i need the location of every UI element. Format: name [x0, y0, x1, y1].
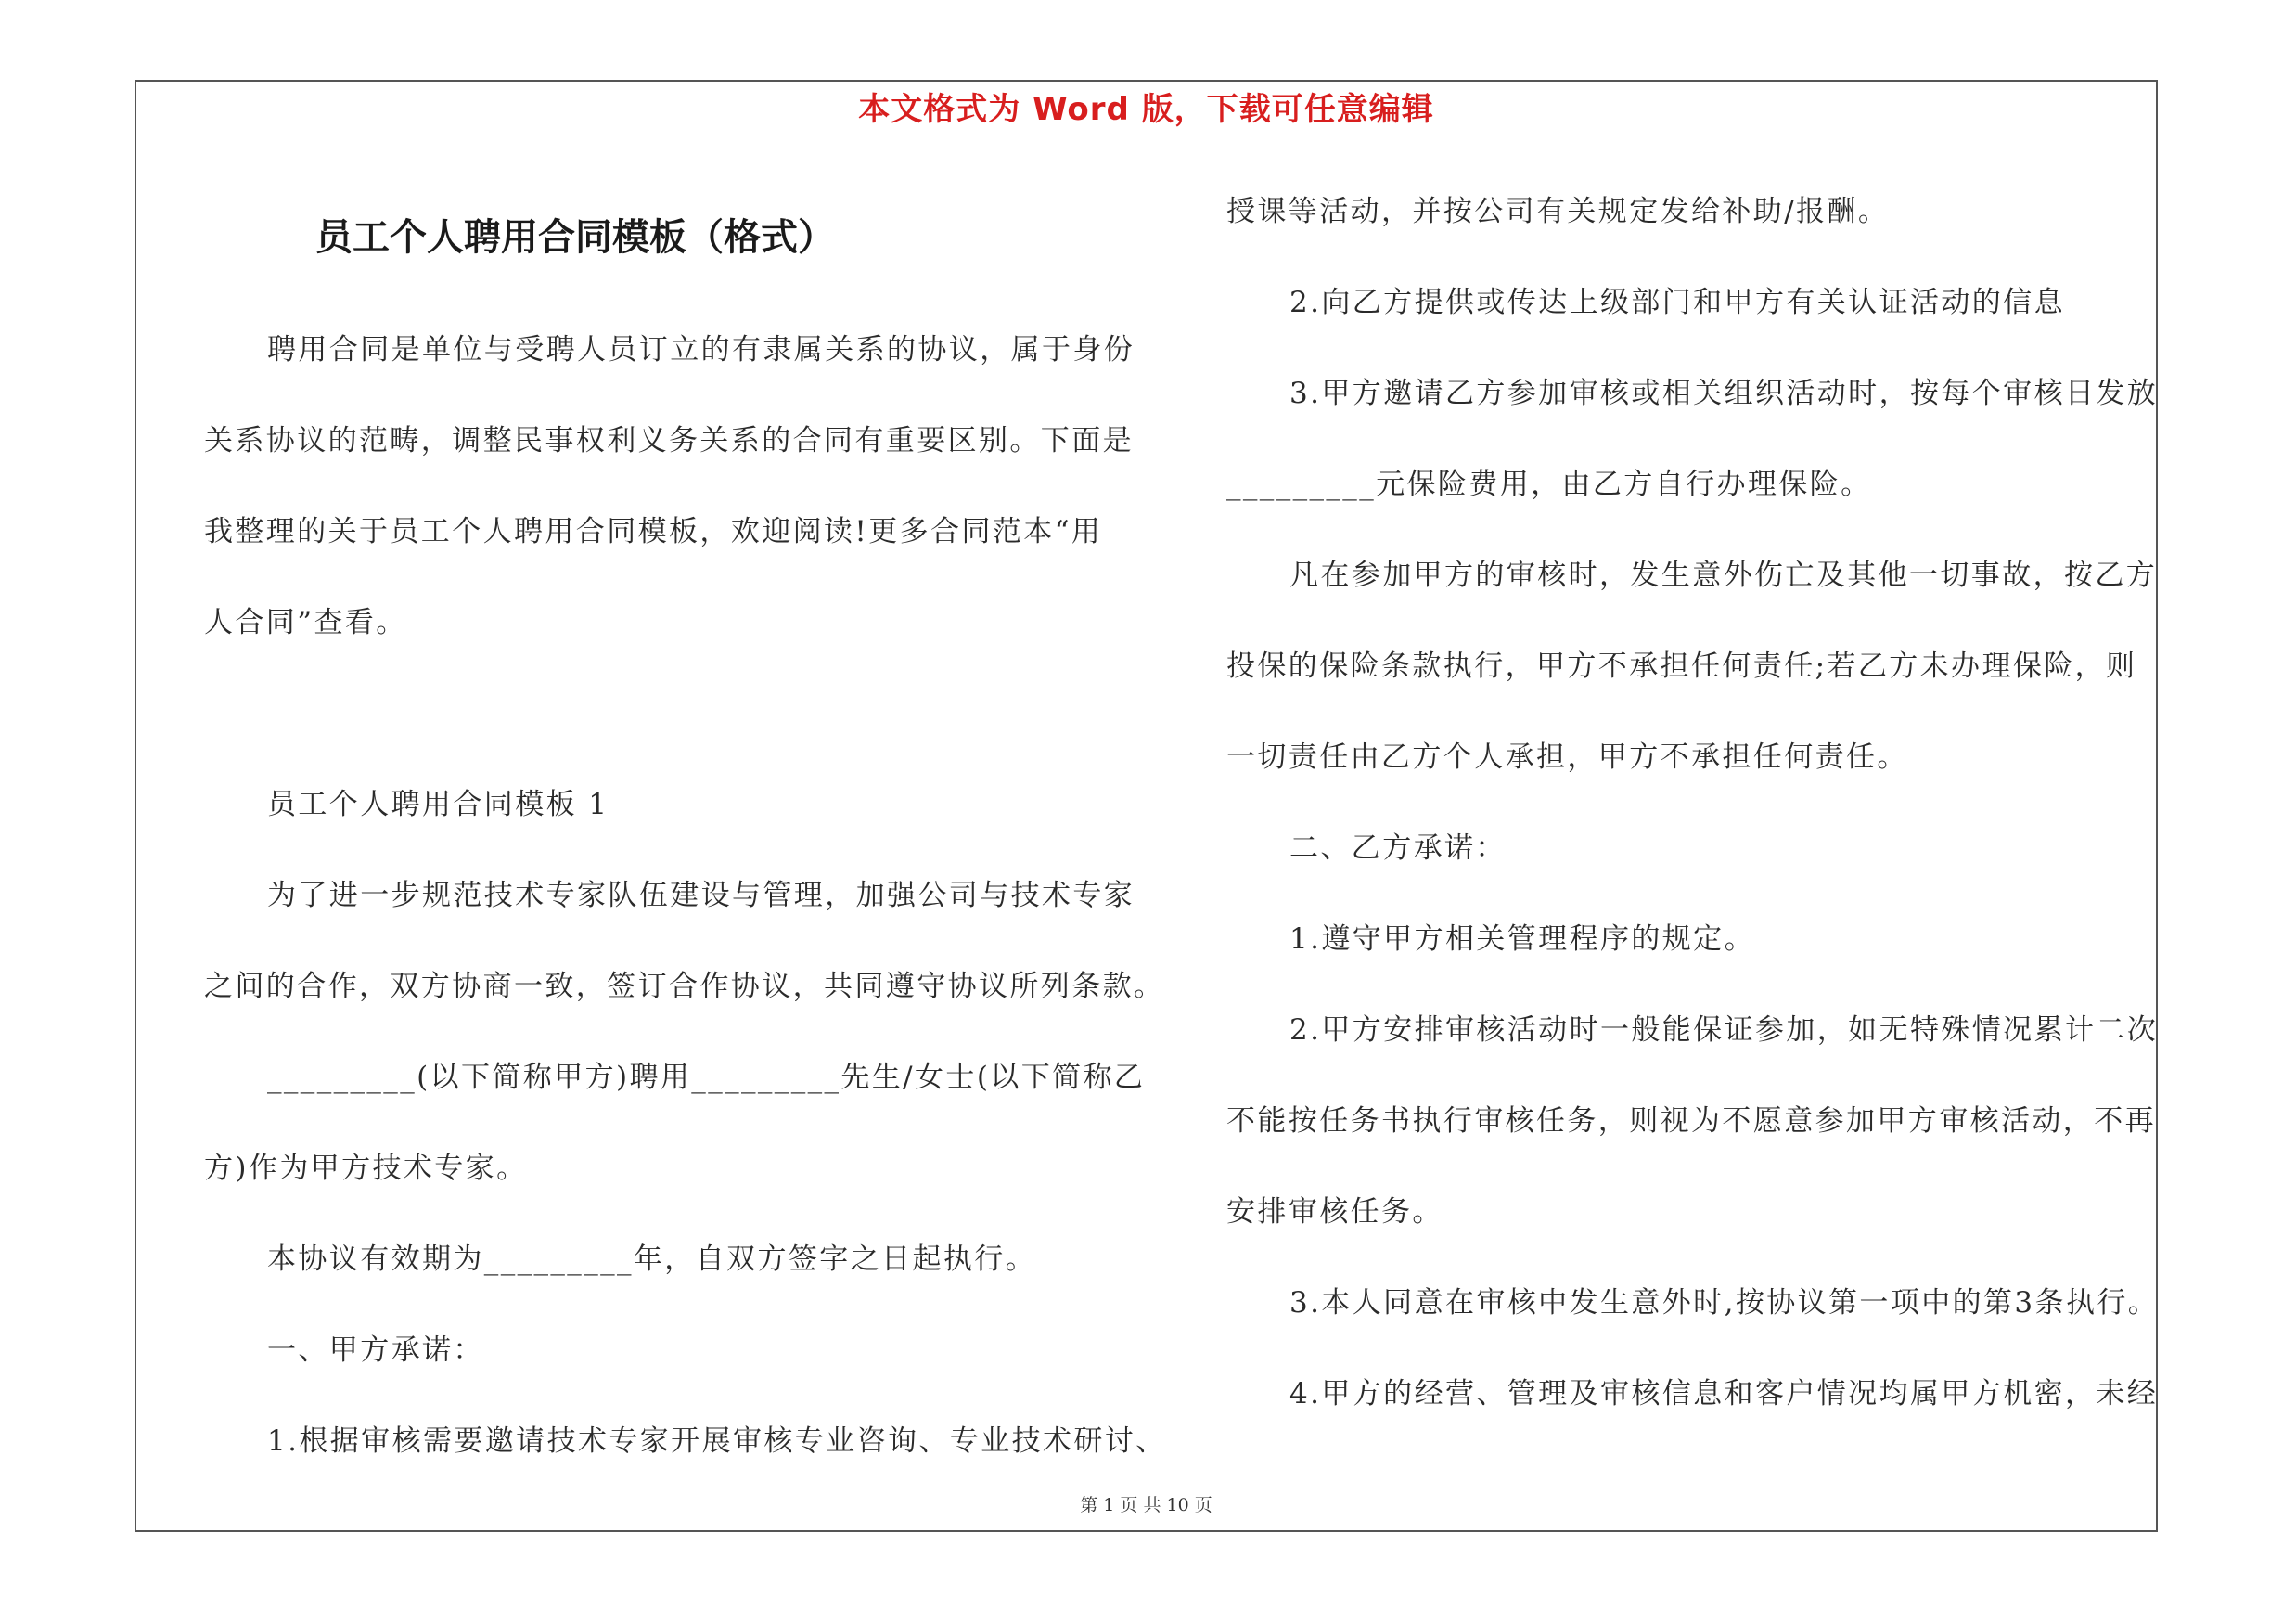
paragraph-line: 凡在参加甲方的审核时，发生意外伤亡及其他一切事故，按乙方 — [1289, 559, 2158, 592]
paragraph-line: 2.向乙方提供或传达上级部门和甲方有关认证活动的信息 — [1289, 286, 2065, 319]
page-number: 第 1 页 共 10 页 — [1080, 1495, 1212, 1515]
paragraph-line: 人合同”查看。 — [204, 606, 407, 639]
paragraph-line: _________(以下简称甲方)聘用_________先生/女士(以下简称乙 — [267, 1061, 1146, 1094]
section-heading: 员工个人聘用合同模板 1 — [267, 788, 609, 821]
paragraph-line: 一切责任由乙方个人承担，甲方不承担任何责任。 — [1226, 741, 1908, 774]
paragraph-line: 方)作为甲方技术专家。 — [204, 1152, 528, 1185]
paragraph-line: 1.遵守甲方相关管理程序的规定。 — [1289, 922, 1755, 956]
paragraph-line: 3.本人同意在审核中发生意外时,按协议第一项中的第3条执行。 — [1289, 1286, 2160, 1320]
paragraph-line: 之间的合作，双方协商一致，签订合作协议，共同遵守协议所列条款。 — [204, 970, 1165, 1003]
paragraph-line: 安排审核任务。 — [1226, 1195, 1443, 1229]
paragraph-line: 4.甲方的经营、管理及审核信息和客户情况均属甲方机密，未经 — [1289, 1377, 2159, 1410]
paragraph-line: 不能按任务书执行审核任务，则视为不愿意参加甲方审核活动，不再 — [1226, 1104, 2156, 1138]
format-banner: 本文格式为 Word 版，下载可任意编辑 — [858, 91, 1434, 128]
paragraph-line: 授课等活动，并按公司有关规定发给补助/报酬。 — [1226, 195, 1890, 228]
paragraph-line: 3.甲方邀请乙方参加审核或相关组织活动时，按每个审核日发放 — [1289, 377, 2159, 410]
paragraph-line: 投保的保险条款执行，甲方不承担任何责任;若乙方未办理保险，则 — [1226, 650, 2137, 683]
paragraph-line: _________元保险费用，由乙方自行办理保险。 — [1226, 468, 1872, 501]
paragraph-line: 2.甲方安排审核活动时一般能保证参加，如无特殊情况累计二次 — [1289, 1013, 2159, 1047]
section-heading: 一、甲方承诺： — [267, 1333, 484, 1367]
paragraph-line: 为了进一步规范技术专家队伍建设与管理，加强公司与技术专家 — [267, 879, 1135, 912]
document-title: 员工个人聘用合同模板（格式） — [315, 216, 835, 259]
paragraph-line: 1.根据审核需要邀请技术专家开展审核专业咨询、专业技术研讨、 — [267, 1424, 1167, 1458]
paragraph-line: 我整理的关于员工个人聘用合同模板，欢迎阅读!更多合同范本“用 — [204, 515, 1103, 548]
paragraph-line: 关系协议的范畴，调整民事权利义务关系的合同有重要区别。下面是 — [204, 424, 1134, 457]
paragraph-line: 本协议有效期为_________年，自双方签字之日起执行。 — [267, 1243, 1037, 1276]
section-heading: 二、乙方承诺： — [1289, 831, 1507, 865]
paragraph-line: 聘用合同是单位与受聘人员订立的有隶属关系的协议，属于身份 — [267, 333, 1135, 367]
